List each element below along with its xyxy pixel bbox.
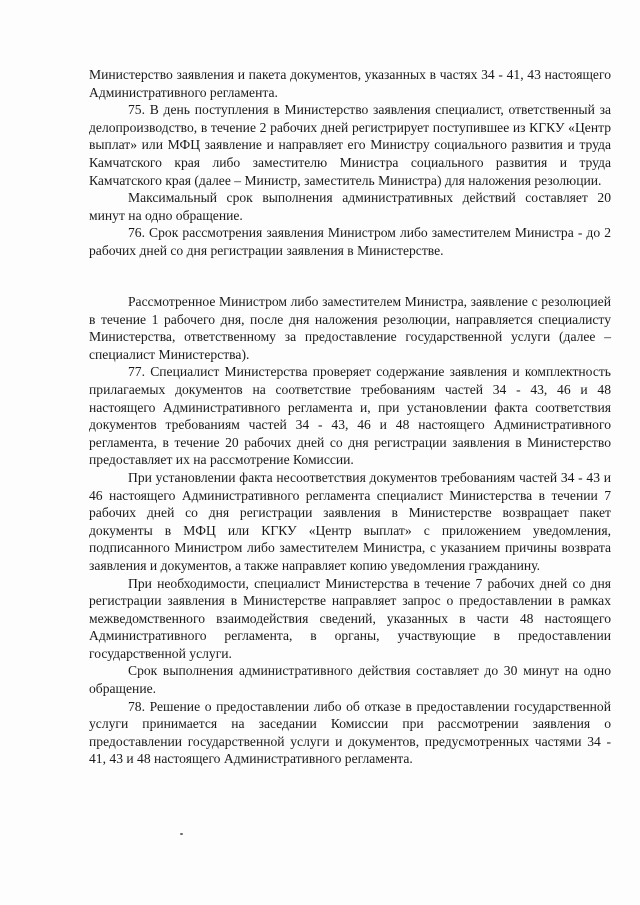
text-block-top [89,66,611,260]
paragraph-action-time: Срок выполнения административного действия составляет до 30 минут на одно обращение. [89,663,611,697]
paragraph-76: 76. Срок рассмотрения заявления Министром либо заместителем Министра - до 2 рабочих дней со дня регистрации заявления в Министерстве. [89,225,611,258]
paragraph-resolution: Рассмотренное Министром либо заместителем Министра, заявление с резолюцией в течение 1 рабочего дня, после дня наложения резолюции, направляется специалисту Министерства, ответственному за предоставление государственной услуги (далее – специалист Министерства). [89,294,611,362]
paragraph-77: 77. Специалист Министерства проверяет содержание заявления и комплектность прилагаемых документов на соответствие требованиям частей 34 - 43, 46 и 48 настоящего Административного регламента и, при установлении факта соответствия документов требованиям частей 34 - 43, 46 и 48 настоящего Административного регламента, в течение 20 рабочих дней со дня регистрации заявления в Министерство предоставляет их на рассмотрение Комиссии. [89,364,611,468]
text-block-bottom [89,293,611,768]
paragraph-interagency-request: При необходимости, специалист Министерства в течение 7 рабочих дней со дня регистрации заявления в Министерстве направляет запрос о предоставлении в рамках межведомственного взаимодействия сведений, указанных в части 48 настоящего Административного регламента, в органы, участвующие в предоставлении государственной услуги. [89,575,611,661]
paragraph-continuation: Министерство заявления и пакета документов, указанных в частях 34 - 41, 43 настоящего Административного регламента. [89,67,611,100]
scan-speck [180,833,183,835]
paragraph-78: 78. Решение о предоставлении либо об отказе в предоставлении государственной услуги принимается на заседании Комиссии при рассмотрении заявления о предоставлении государственной услуги и документов, предусмотренных частями 34 - 41, 43 и 48 настоящего Административного регламента. [89,698,611,767]
paragraph-max-time: Максимальный срок выполнения административных действий составляет 20 минут на одно обращение. [89,190,611,223]
paragraph-75: 75. В день поступления в Министерство заявления специалист, ответственный за делопроизводство, в течение 2 рабочих дней регистрирует поступившее из КГКУ «Центр выплат» или МФЦ заявление и направляет его Министру социального развития и труда Камчатского края либо заместителю Министра социального развития и труда Камчатского края (далее – Министр, заместитель Министра) для наложения резолюции. [89,102,611,188]
paragraph-mismatch: При установлении факта несоответствия документов требованиям частей 34 - 43 и 46 настоящего Административного регламента специалист Министерства в течении 7 рабочих дней со дня регистрации заявления в Министерстве возвращает пакет документы в МФЦ или КГКУ «Центр выплат» с приложением уведомления, подписанного Министром либо заместителем Министра, с указанием причины возврата заявления и документов, а также направляет копию уведомления гражданину. [89,469,611,573]
